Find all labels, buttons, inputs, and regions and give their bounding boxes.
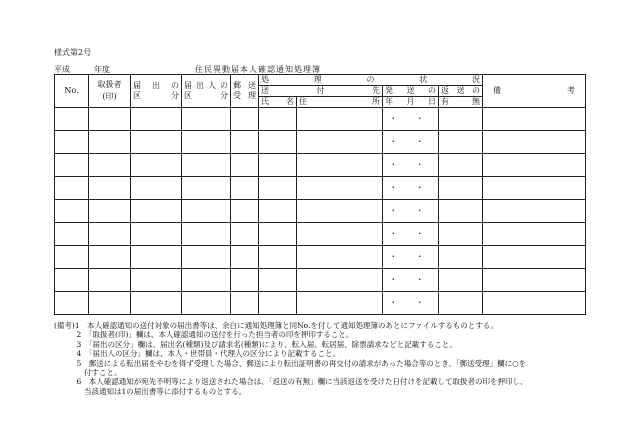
cell-remarks[interactable] bbox=[483, 177, 586, 200]
table-row bbox=[55, 269, 586, 292]
form-number: 様式第2号 bbox=[54, 48, 92, 57]
handler-seal-label: (印) bbox=[102, 92, 117, 101]
cell-filer-type[interactable] bbox=[182, 292, 231, 315]
cell-mail-receipt[interactable] bbox=[231, 154, 259, 177]
cell-mail-receipt[interactable] bbox=[231, 131, 259, 154]
cell-sent-date[interactable]: ・ ・ bbox=[383, 200, 439, 223]
era-label: 平成 bbox=[54, 65, 70, 74]
label-char: 分 bbox=[220, 91, 228, 100]
col-filer-type-header bbox=[182, 75, 231, 108]
cell-dest-address[interactable] bbox=[297, 269, 383, 292]
cell-sent-date[interactable]: ・ ・ bbox=[383, 108, 439, 131]
cell-filing-type[interactable] bbox=[131, 292, 182, 315]
label-char: 区 bbox=[184, 91, 192, 100]
cell-handler[interactable] bbox=[89, 269, 131, 292]
col-returned-header bbox=[439, 86, 483, 97]
label-char: の bbox=[472, 86, 480, 95]
label-char: 住 bbox=[299, 97, 307, 106]
cell-sent-date[interactable]: ・ ・ bbox=[383, 246, 439, 269]
cell-filer-type[interactable] bbox=[182, 269, 231, 292]
handler-label: 取扱者 bbox=[97, 80, 122, 89]
cell-dest-name[interactable] bbox=[259, 200, 297, 223]
cell-sent-date[interactable]: ・ ・ bbox=[383, 292, 439, 315]
cell-no[interactable] bbox=[55, 200, 89, 223]
col-mail-receipt-header bbox=[231, 75, 259, 108]
label-char: 受 bbox=[233, 91, 241, 100]
cell-no[interactable] bbox=[55, 177, 89, 200]
cell-handler[interactable] bbox=[89, 292, 131, 315]
note-line: (備考)1 本人確認通知の送付対象の届出書等は、余白に通知処理簿と同No.を付して通知処理簿のあとにファイルするものとする。 bbox=[54, 321, 498, 330]
label-char: 返 bbox=[441, 86, 449, 95]
cell-filing-type[interactable] bbox=[131, 108, 182, 131]
cell-handler[interactable] bbox=[89, 108, 131, 131]
note-line: 当該通知は1の届出書等に添付するものとする。 bbox=[54, 386, 247, 396]
cell-dest-name[interactable] bbox=[259, 131, 297, 154]
cell-handler[interactable] bbox=[89, 177, 131, 200]
cell-no[interactable] bbox=[55, 223, 89, 246]
cell-filing-type[interactable] bbox=[131, 223, 182, 246]
cell-dest-name[interactable] bbox=[259, 154, 297, 177]
cell-filing-type[interactable] bbox=[131, 269, 182, 292]
cell-dest-address[interactable] bbox=[297, 292, 383, 315]
cell-dest-name[interactable] bbox=[259, 108, 297, 131]
cell-dest-address[interactable] bbox=[297, 223, 383, 246]
label-char: 所 bbox=[372, 97, 380, 106]
cell-handler[interactable] bbox=[89, 131, 131, 154]
label-char: 出 bbox=[196, 81, 204, 90]
table-row bbox=[55, 131, 586, 154]
label-char: 理 bbox=[248, 91, 256, 100]
label-char: 送 bbox=[261, 86, 269, 95]
cell-remarks[interactable] bbox=[483, 269, 586, 292]
cell-dest-name[interactable] bbox=[259, 269, 297, 292]
cell-sent-date[interactable]: ・ ・ bbox=[383, 177, 439, 200]
table-row bbox=[55, 292, 586, 315]
label-char: 日 bbox=[428, 97, 436, 106]
label-char: 況 bbox=[472, 75, 480, 84]
note-line: 4 「届出人の区分」欄は、本人・世帯員・代理人の区分により記載すること。 bbox=[54, 349, 341, 359]
cell-dest-address[interactable] bbox=[297, 200, 383, 223]
cell-no[interactable] bbox=[55, 292, 89, 315]
cell-filing-type[interactable] bbox=[131, 246, 182, 269]
label-char: 理 bbox=[313, 75, 322, 84]
cell-remarks[interactable] bbox=[483, 131, 586, 154]
cell-dest-address[interactable] bbox=[297, 177, 383, 200]
table-row bbox=[55, 177, 586, 200]
cell-remarks[interactable] bbox=[483, 108, 586, 131]
col-filing-type-header bbox=[131, 75, 182, 108]
label-char: 無 bbox=[472, 97, 480, 106]
cell-filer-type[interactable] bbox=[182, 177, 231, 200]
cell-mail-receipt[interactable] bbox=[231, 223, 259, 246]
cell-returned[interactable] bbox=[439, 108, 483, 131]
col-status-header bbox=[259, 75, 483, 86]
cell-filer-type[interactable] bbox=[182, 200, 231, 223]
cell-filer-type[interactable] bbox=[182, 223, 231, 246]
cell-remarks[interactable] bbox=[483, 223, 586, 246]
cell-handler[interactable] bbox=[89, 246, 131, 269]
cell-remarks[interactable] bbox=[483, 154, 586, 177]
cell-filer-type[interactable] bbox=[182, 246, 231, 269]
cell-mail-receipt[interactable] bbox=[231, 269, 259, 292]
cell-sent-date[interactable]: ・ ・ bbox=[383, 131, 439, 154]
cell-filer-type[interactable] bbox=[182, 131, 231, 154]
cell-filing-type[interactable] bbox=[131, 177, 182, 200]
label-char: 届 bbox=[133, 81, 141, 90]
label-char: 年 bbox=[385, 97, 393, 106]
note-line: 6 本人確認通知が宛先不明等により返送された場合は、「返送の有無」欄に当該返送を受けた日付けを記載して取扱者の印を押印し、 bbox=[54, 377, 528, 387]
col-returned-flag-header bbox=[439, 97, 483, 108]
cell-no[interactable] bbox=[55, 246, 89, 269]
remarks-notes bbox=[54, 321, 594, 396]
cell-dest-name[interactable] bbox=[259, 292, 297, 315]
table-row bbox=[55, 200, 586, 223]
processing-register-table bbox=[54, 74, 586, 315]
label-char: 郵 bbox=[233, 81, 241, 90]
cell-mail-receipt[interactable] bbox=[231, 292, 259, 315]
label-char: 分 bbox=[171, 91, 179, 100]
label-char: 月 bbox=[406, 97, 415, 106]
label-char: 考 bbox=[567, 86, 575, 95]
col-remarks-header bbox=[483, 75, 586, 108]
col-sent-date-header bbox=[383, 97, 439, 108]
table-row bbox=[55, 246, 586, 269]
label-char: 人 bbox=[208, 81, 216, 90]
label-char: 備 bbox=[493, 86, 501, 95]
label-char: 届 bbox=[184, 81, 192, 90]
label-char: 名 bbox=[286, 97, 294, 106]
cell-no[interactable] bbox=[55, 108, 89, 131]
cell-handler[interactable] bbox=[89, 200, 131, 223]
label-char: の bbox=[220, 81, 228, 90]
cell-mail-receipt[interactable] bbox=[231, 200, 259, 223]
cell-mail-receipt[interactable] bbox=[231, 108, 259, 131]
col-dest-address-header bbox=[297, 97, 383, 108]
label-char: の bbox=[366, 75, 375, 84]
cell-returned[interactable] bbox=[439, 131, 483, 154]
cell-no[interactable] bbox=[55, 131, 89, 154]
label-char: 発 bbox=[385, 86, 393, 95]
cell-filer-type[interactable] bbox=[182, 154, 231, 177]
label-char: 区 bbox=[133, 91, 141, 100]
label-char: 付 bbox=[316, 86, 325, 95]
cell-dest-name[interactable] bbox=[259, 223, 297, 246]
cell-returned[interactable] bbox=[439, 177, 483, 200]
register-title: 住民異動届本人確認通知処理簿 bbox=[195, 65, 321, 74]
cell-dest-address[interactable] bbox=[297, 108, 383, 131]
col-no-header: No. bbox=[55, 75, 89, 108]
table-row bbox=[55, 154, 586, 177]
cell-sent-date[interactable]: ・ ・ bbox=[383, 223, 439, 246]
cell-handler[interactable] bbox=[89, 154, 131, 177]
col-handler-header bbox=[89, 75, 131, 108]
label-char: 状 bbox=[419, 75, 428, 84]
cell-sent-date[interactable]: ・ ・ bbox=[383, 269, 439, 292]
cell-remarks[interactable] bbox=[483, 246, 586, 269]
label-char: 送 bbox=[406, 86, 415, 95]
cell-filing-type[interactable] bbox=[131, 131, 182, 154]
label-char: 送 bbox=[248, 81, 256, 90]
cell-mail-receipt[interactable] bbox=[231, 246, 259, 269]
cell-returned[interactable] bbox=[439, 223, 483, 246]
table-row bbox=[55, 108, 586, 131]
label-char: 氏 bbox=[261, 97, 269, 106]
cell-dest-name[interactable] bbox=[259, 177, 297, 200]
cell-returned[interactable] bbox=[439, 154, 483, 177]
cell-remarks[interactable] bbox=[483, 200, 586, 223]
col-destination-header bbox=[259, 86, 383, 97]
cell-dest-address[interactable] bbox=[297, 154, 383, 177]
cell-dest-address[interactable] bbox=[297, 246, 383, 269]
label-char: の bbox=[171, 81, 179, 90]
note-line: 2 「取扱者(印)」欄は、本人確認通知の送付を行った担当者の印を押印すること。 bbox=[54, 330, 354, 340]
label-char: の bbox=[428, 86, 436, 95]
note-line: 付すこと。 bbox=[54, 368, 122, 378]
cell-filing-type[interactable] bbox=[131, 200, 182, 223]
label-char: 処 bbox=[261, 75, 269, 84]
cell-filing-type[interactable] bbox=[131, 154, 182, 177]
cell-handler[interactable] bbox=[89, 223, 131, 246]
cell-remarks[interactable] bbox=[483, 292, 586, 315]
cell-filer-type[interactable] bbox=[182, 108, 231, 131]
label-char: 送 bbox=[456, 86, 465, 95]
cell-no[interactable] bbox=[55, 269, 89, 292]
cell-mail-receipt[interactable] bbox=[231, 177, 259, 200]
note-line: 3 「届出の区分」欄は、届出名(種類)及び請求名(種類)により、転入届、転居届、除票請求などと記載すること。 bbox=[54, 339, 457, 349]
cell-returned[interactable] bbox=[439, 200, 483, 223]
fiscal-year-label: 年度 bbox=[94, 65, 110, 74]
table-row bbox=[55, 223, 586, 246]
cell-no[interactable] bbox=[55, 154, 89, 177]
label-char: 出 bbox=[152, 81, 160, 90]
cell-returned[interactable] bbox=[439, 292, 483, 315]
cell-returned[interactable] bbox=[439, 246, 483, 269]
cell-dest-address[interactable] bbox=[297, 131, 383, 154]
label-char: 有 bbox=[441, 97, 449, 106]
cell-sent-date[interactable]: ・ ・ bbox=[383, 154, 439, 177]
col-sent-header bbox=[383, 86, 439, 97]
cell-returned[interactable] bbox=[439, 269, 483, 292]
col-dest-name-header bbox=[259, 97, 297, 108]
label-char: 先 bbox=[372, 86, 380, 95]
cell-dest-name[interactable] bbox=[259, 246, 297, 269]
note-line: 5 郵送による転出届をやむを得ず受理した場合、郵送により転出証明書の再交付の請求があった場合等のとき、「郵送受理」欄に○を bbox=[54, 358, 527, 368]
